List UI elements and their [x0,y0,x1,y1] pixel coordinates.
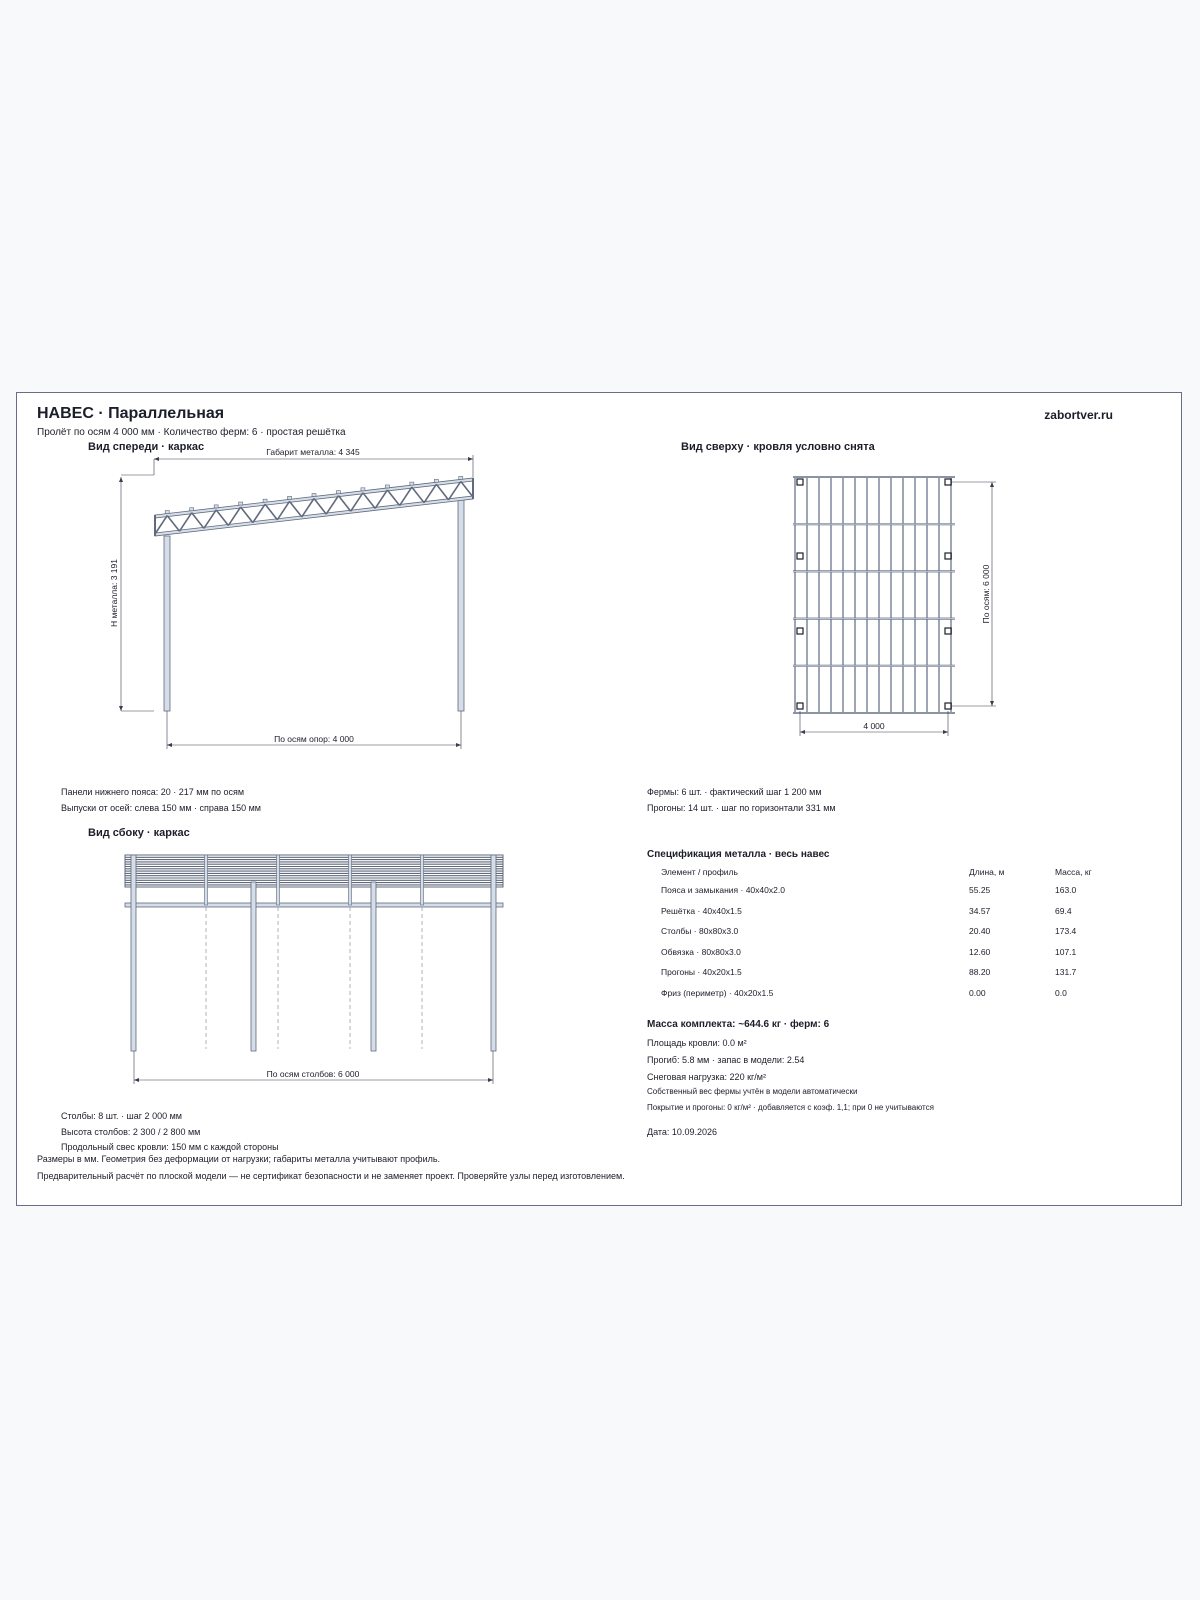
truss-web-diagonal [241,507,253,523]
spec-self-weight: Собственный вес фермы учтён в модели автоматически [647,1087,858,1096]
post-plan [945,553,951,559]
truss-web-diagonal [351,493,363,511]
post-plan [797,479,803,485]
truss-web-diagonal [314,499,326,515]
drawing-canvas [17,393,1183,1207]
truss-web-diagonal [265,504,277,520]
dimension-arrow [154,457,159,461]
side-note-height: Высота столбов: 2 300 / 2 800 мм [61,1127,201,1137]
dimension-arrow [456,743,461,747]
dimension-arrow [943,730,948,734]
spec-cell-length: 20.40 [969,926,991,936]
spec-cell-mass: 0.0 [1055,987,1067,998]
post-side [251,882,256,1051]
footer-note-1: Размеры в мм. Геометрия без деформации от нагрузки; габариты металла учитывают профиль. [37,1154,441,1164]
post-plan [945,628,951,634]
table-row [661,988,1111,1009]
truss-web-diagonal [449,481,461,499]
post-side [491,855,496,1051]
truss-web-diagonal [302,499,314,517]
truss-web-diagonal [375,490,387,508]
truss-side-end [205,855,208,905]
table-row [661,906,1111,927]
spec-cell-length: 0.00 [969,987,986,998]
table-row [661,885,1111,906]
side-note-posts: Столбы: 8 шт. · шаг 2 000 мм [61,1111,182,1121]
spec-col-length: Длина, м [969,867,1005,877]
dimension-arrow [468,457,473,461]
dimension-arrow [488,1078,493,1082]
purlin-section [239,502,243,505]
spec-cell-mass: 131.7 [1055,967,1077,977]
spec-cell-element: Пояса и замыкания · 40x40x2.0 [661,885,785,895]
truss-web-diagonal [400,487,412,505]
dimension-arrow [800,730,805,734]
truss-side-end [421,855,424,905]
front-note-panels: Панели нижнего пояса: 20 · 217 мм по осям [61,787,245,797]
front-dim-bottom-label: По осям опор: 4 000 [274,734,354,744]
purlin-section [434,479,438,482]
purlin-section [336,491,340,494]
truss-web-diagonal [277,501,289,519]
truss-web-diagonal [179,513,191,531]
truss-web-diagonal [387,490,399,506]
truss-web-diagonal [167,516,179,532]
purlin-section [288,496,292,499]
spec-date: Дата: 10.09.2026 [647,1127,717,1137]
spec-cell-element: Фриз (периметр) · 40x20x1.5 [661,987,774,998]
spec-cell-length: 88.20 [969,967,991,977]
truss-web-diagonal [363,493,375,509]
top-dim-right-label: По осям: 6 000 [981,564,991,624]
spec-cell-mass: 69.4 [1055,905,1072,916]
spec-cell-length: 12.60 [969,946,991,957]
side-note-overhang: Продольный свес кровли: 150 мм с каждой стороны [61,1142,279,1152]
purlin-section [263,499,267,502]
page-title: НАВЕС · Параллельная [37,405,225,422]
purlin-section [190,508,194,511]
post-right [458,499,464,711]
front-dim-top-label: Габарит металла: 4 345 [266,447,360,457]
dimension-arrow [990,482,994,487]
dimension-arrow [119,706,123,711]
truss-web-diagonal [326,496,338,514]
purlin-section [459,476,463,479]
spec-cell-element: Обвязка · 80x80x3.0 [661,946,741,957]
side-view-heading: Вид сбоку · каркас [88,827,190,839]
spec-roofing: Покрытие и прогоны: 0 кг/м² · добавляется с коэф. 1,1; при 0 не учитываются [647,1103,934,1112]
spec-cell-mass: 107.1 [1055,946,1077,957]
spec-table [661,867,1111,1008]
truss-web-diagonal [228,507,240,525]
spec-roof-area: Площадь кровли: 0.0 м² [647,1038,747,1048]
truss-side-end [349,855,352,905]
side-view-drawing [125,855,503,1051]
side-dim-bottom-label: По осям столбов: 6 000 [266,1069,360,1079]
purlin-section [165,511,169,514]
truss-top-chord [155,478,473,518]
truss-web-diagonal [253,504,265,522]
dimension-arrow [167,743,172,747]
front-view-drawing [155,476,473,711]
dimension-arrow [119,477,123,482]
purlin-section [214,505,218,508]
purlin-section [410,482,414,485]
dimension-arrow [990,701,994,706]
top-view-heading: Вид сверху · кровля условно снята [681,441,875,453]
truss-web-diagonal [412,487,424,503]
top-dim-bottom-label: 4 000 [863,721,885,731]
post-side [371,882,376,1051]
spec-cell-element: Решётка · 40x40x1.5 [661,905,742,916]
post-plan [797,703,803,709]
post-plan [945,479,951,485]
spec-col-mass: Масса, кг [1055,867,1092,877]
page-subtitle: Пролёт по осям 4 000 мм · Количество ферм: 6 · простая решётка [37,427,346,438]
truss-web-diagonal [338,496,350,512]
spec-header-row [661,867,1111,885]
drawing-sheet [16,392,1182,1206]
front-note-overhang: Выпуски от осей: слева 150 мм · справа 150 мм [61,803,261,813]
purlin-section [312,494,316,497]
spec-cell-element: Столбы · 80x80x3.0 [661,926,739,936]
spec-cell-length: 55.25 [969,885,991,895]
top-note-purlins: Прогоны: 14 шт. · шаг по горизонтали 331 мм [647,803,836,813]
spec-heading: Спецификация металла · весь навес [647,849,830,860]
truss-web-diagonal [204,510,216,528]
spec-total: Масса комплекта: ~644.6 кг · ферм: 6 [647,1019,830,1030]
spec-col-element: Элемент / профиль [661,867,738,877]
post-side [131,855,136,1051]
table-row [661,967,1111,988]
footer-note-2: Предварительный расчёт по плоской модели — не сертификат безопасности и не заменяет проект. Проверяйте узлы перед изготовлением. [37,1171,625,1181]
spec-cell-length: 34.57 [969,905,991,916]
longitudinal-beam [125,903,503,907]
spec-snow: Снеговая нагрузка: 220 кг/м² [647,1072,766,1082]
truss-side-end [277,855,280,905]
spec-cell-mass: 173.4 [1055,926,1077,936]
spec-cell-element: Прогоны · 40x20x1.5 [661,967,742,977]
purlin-section [361,488,365,491]
post-plan [945,703,951,709]
post-plan [797,553,803,559]
top-note-trusses: Фермы: 6 шт. · фактический шаг 1 200 мм [647,787,822,797]
truss-web-diagonal [461,481,473,497]
spec-cell-mass: 163.0 [1055,885,1077,895]
dimension-arrow [134,1078,139,1082]
top-view-drawing [793,477,955,713]
table-row [661,926,1111,947]
truss-web-diagonal [216,510,228,526]
truss-web-diagonal [424,484,436,502]
front-dim-height-label: Н металла: 3 191 [109,559,119,627]
post-left [164,536,170,711]
truss-web-diagonal [192,513,204,529]
table-row [661,947,1111,968]
truss-web-diagonal [436,484,448,500]
brand-link[interactable]: zabortver.ru [1044,408,1113,422]
purlin-section [385,485,389,488]
spec-deflection: Прогиб: 5.8 мм · запас в модели: 2.54 [647,1055,805,1065]
post-plan [797,628,803,634]
truss-web-diagonal [155,516,167,534]
truss-web-diagonal [290,501,302,517]
front-view-heading: Вид спереди · каркас [88,441,205,453]
